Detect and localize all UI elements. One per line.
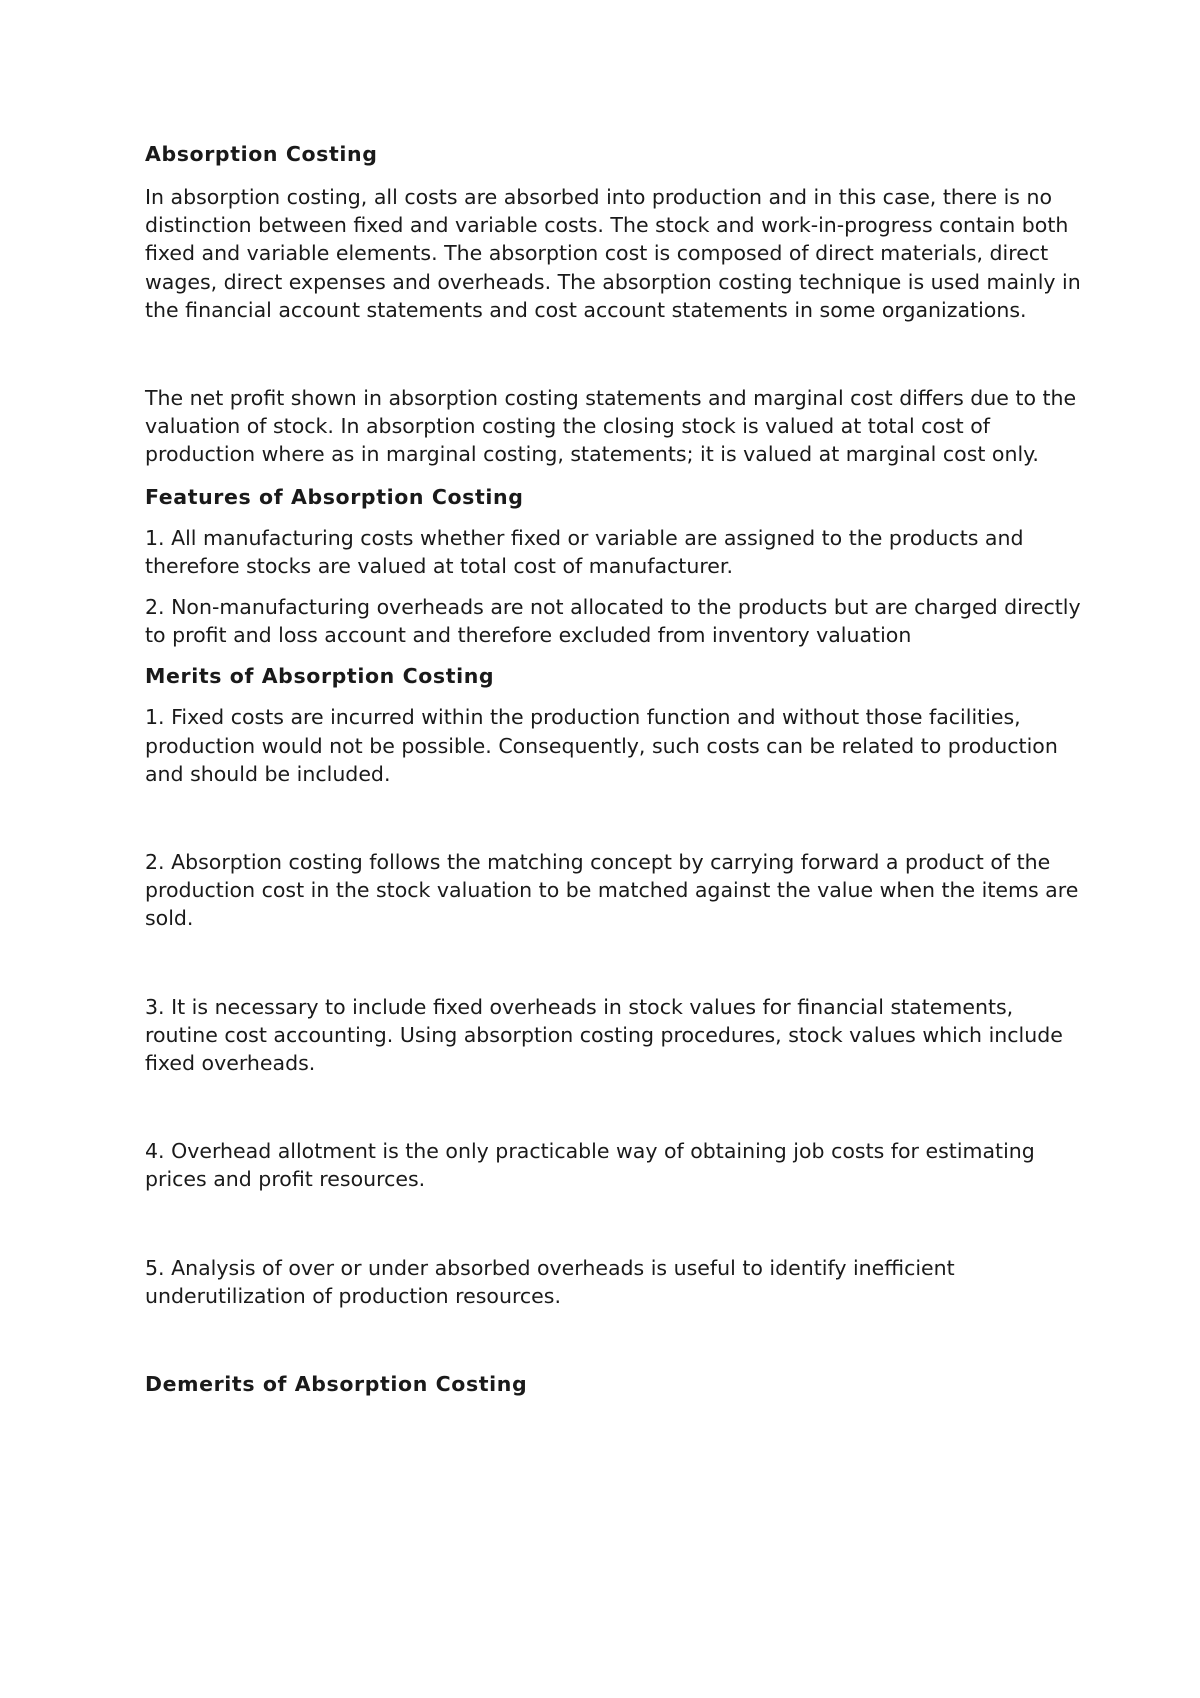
features-item-1: 1. All manufacturing costs whether fixed or variable are assigned to the products and therefore stocks are valued at total cost of manufacturer.	[145, 525, 1024, 578]
intro-paragraph: In absorption costing, all costs are absorbed into production and in this case, there is no distinction between fixed and variable costs. The stock and work-in-progress contain both fixed and variable elements. The absorption cost is composed of direct materials, direct wages, direct expenses and overheads. The absorption costing technique is used mainly in the financial account statements and cost account statements in some organizations.	[145, 185, 1081, 322]
merits-item-4: 4. Overhead allotment is the only practicable way of obtaining job costs for estimating prices and profit resources.	[145, 1139, 1035, 1192]
merits-item-5: 5. Analysis of over or under absorbed overheads is useful to identify inefficient underutilization of production resources.	[145, 1255, 955, 1308]
merits-item-2: 2. Absorption costing follows the matching concept by carrying forward a product of the production cost in the stock valuation to be matched against the value when the items are sold.	[145, 850, 1079, 931]
merits-item-3: 3. It is necessary to include fixed overheads in stock values for financial statements, routine cost accounting. Using absorption costing procedures, stock values which include fixed overheads.	[145, 994, 1063, 1076]
merits-heading: Merits of Absorption Costing	[145, 664, 495, 689]
net-profit-paragraph: The net profit shown in absorption costing statements and marginal cost differs due to the valuation of stock. In absorption costing the closing stock is valued at total cost of production where as in marginal costing, statements; it is valued at marginal cost only.	[145, 386, 1077, 467]
merits-item-1: 1. Fixed costs are incurred within the production function and without those facilities, production would not be possible. Consequently, such costs can be related to production and should be included.	[145, 705, 1058, 786]
document-title: Absorption Costing	[145, 142, 378, 166]
document-page	[145, 140, 1085, 1398]
features-heading: Features of Absorption Costing	[145, 484, 524, 509]
demerits-heading: Demerits of Absorption Costing	[145, 1372, 528, 1397]
features-item-2: 2. Non-manufacturing overheads are not allocated to the products but are charged directly to profit and loss account and therefore excluded from inventory valuation	[145, 595, 1081, 648]
